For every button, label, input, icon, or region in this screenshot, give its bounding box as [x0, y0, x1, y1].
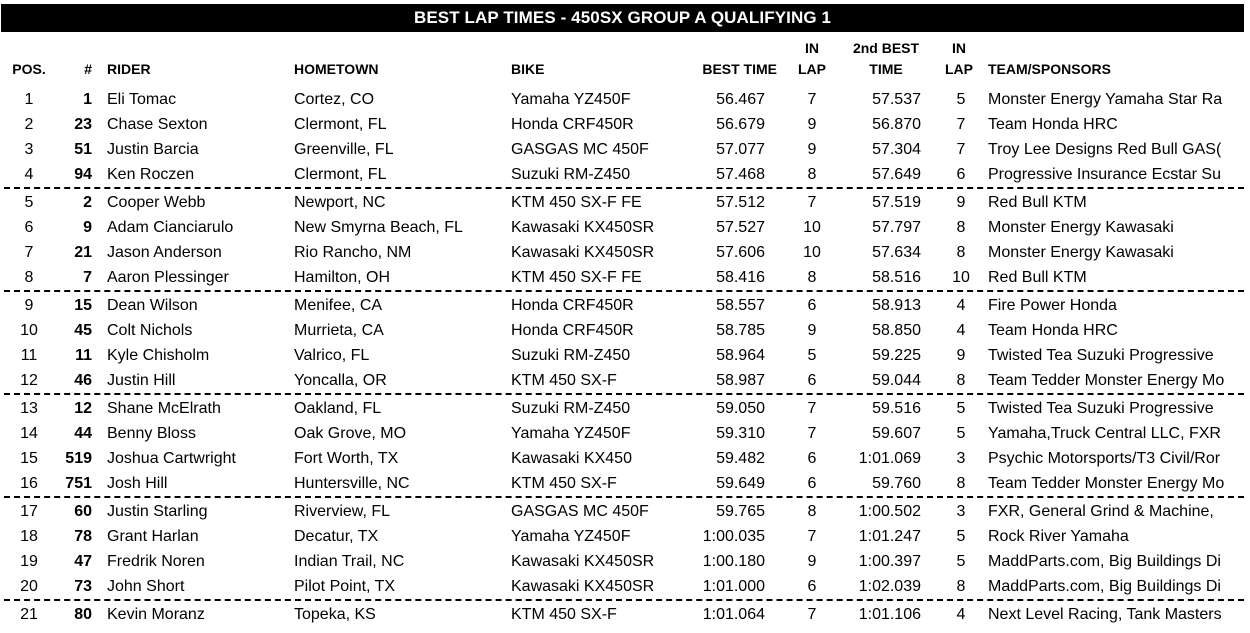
group-divider: [4, 393, 1244, 395]
team-cell: Rock River Yamaha: [988, 528, 1129, 545]
rider-cell: Benny Bloss: [107, 425, 196, 442]
team-cell: Progressive Insurance Ecstar Su: [988, 166, 1221, 183]
in-lap-cell: 8: [807, 166, 817, 183]
team-cell: Psychic Motorsports/T3 Civil/Ror: [988, 450, 1221, 467]
in-lap-cell: 7: [807, 400, 817, 417]
in-lap-cell: 8: [807, 269, 817, 286]
team-cell: Troy Lee Designs Red Bull GAS(: [988, 141, 1222, 158]
rider-cell: Aaron Plessinger: [107, 269, 229, 286]
second-best-time-cell: 1:00.502: [858, 503, 921, 520]
second-best-time-cell: 57.537: [872, 91, 921, 108]
rider-cell: Jason Anderson: [107, 244, 222, 261]
position-cell: 1: [24, 91, 34, 108]
rider-cell: Joshua Cartwright: [107, 450, 236, 467]
in-lap-cell: 7: [807, 606, 817, 623]
hometown-cell: Yoncalla, OR: [294, 372, 387, 389]
in-lap-2-cell: 3: [956, 450, 966, 467]
number-cell: 7: [83, 269, 92, 286]
header-team: TEAM/SPONSORS: [988, 61, 1111, 77]
position-cell: 4: [24, 166, 34, 183]
best-time-cell: 58.785: [716, 322, 765, 339]
bike-cell: Suzuki RM-Z450: [511, 400, 631, 417]
in-lap-2-cell: 4: [956, 606, 966, 623]
hometown-cell: Cortez, CO: [294, 91, 375, 108]
rider-cell: Chase Sexton: [107, 116, 208, 133]
in-lap-cell: 9: [807, 141, 817, 158]
team-cell: Next Level Racing, Tank Masters: [988, 606, 1222, 623]
number-cell: 23: [74, 116, 92, 133]
team-cell: Team Tedder Monster Energy Mo: [988, 372, 1225, 389]
team-cell: MaddParts.com, Big Buildings Di: [988, 578, 1221, 595]
number-cell: 51: [74, 141, 92, 158]
rider-cell: Cooper Webb: [107, 194, 206, 211]
in-lap-2-cell: 6: [956, 166, 966, 183]
table-row: [0, 549, 1250, 574]
in-lap-2-cell: 8: [956, 475, 966, 492]
position-cell: 5: [24, 194, 34, 211]
rider-cell: Colt Nichols: [107, 322, 193, 339]
number-cell: 9: [83, 219, 92, 236]
rider-cell: Justin Hill: [107, 372, 176, 389]
second-best-time-cell: 57.519: [872, 194, 921, 211]
table-row: [0, 265, 1250, 290]
best-time-cell: 58.964: [716, 347, 765, 364]
in-lap-cell: 6: [807, 372, 817, 389]
group-divider: [4, 599, 1244, 601]
bike-cell: Yamaha YZ450F: [511, 91, 631, 108]
hometown-cell: Newport, NC: [294, 194, 386, 211]
rider-cell: Adam Cianciarulo: [107, 219, 234, 236]
in-lap-2-cell: 8: [956, 578, 966, 595]
best-time-cell: 59.765: [716, 503, 765, 520]
in-lap-cell: 6: [807, 450, 817, 467]
rider-cell: Justin Starling: [107, 503, 208, 520]
best-time-cell: 1:00.035: [702, 528, 765, 545]
position-cell: 2: [24, 116, 34, 133]
table-row: [0, 396, 1250, 421]
bike-cell: KTM 450 SX-F: [511, 475, 617, 492]
bike-cell: KTM 450 SX-F: [511, 606, 617, 623]
in-lap-2-cell: 5: [956, 425, 966, 442]
number-cell: 46: [74, 372, 92, 389]
second-best-time-cell: 1:02.039: [858, 578, 921, 595]
bike-cell: GASGAS MC 450F: [511, 141, 649, 158]
best-time-cell: 57.527: [716, 219, 765, 236]
position-cell: 21: [20, 606, 38, 623]
bike-cell: Honda CRF450R: [511, 322, 634, 339]
best-time-cell: 57.468: [716, 166, 765, 183]
best-time-cell: 57.512: [716, 194, 765, 211]
in-lap-2-cell: 5: [956, 400, 966, 417]
hometown-cell: Riverview, FL: [294, 503, 391, 520]
number-cell: 44: [74, 425, 92, 442]
position-cell: 11: [20, 347, 38, 364]
hometown-cell: Valrico, FL: [294, 347, 370, 364]
best-time-cell: 59.310: [716, 425, 765, 442]
in-lap-2-cell: 5: [956, 91, 966, 108]
position-cell: 12: [20, 372, 38, 389]
table-row: [0, 162, 1250, 187]
hometown-cell: Hamilton, OH: [294, 269, 391, 286]
number-cell: 78: [74, 528, 92, 545]
rider-cell: Justin Barcia: [107, 141, 199, 158]
in-lap-2-cell: 8: [956, 219, 966, 236]
bike-cell: Yamaha YZ450F: [511, 528, 631, 545]
bike-cell: KTM 450 SX-F FE: [511, 269, 642, 286]
table-row: [0, 240, 1250, 265]
number-cell: 80: [74, 606, 92, 623]
best-time-cell: 57.077: [716, 141, 765, 158]
hometown-cell: Clermont, FL: [294, 166, 387, 183]
in-lap-2-cell: 7: [956, 141, 966, 158]
best-time-cell: 1:00.180: [702, 553, 765, 570]
hometown-cell: Huntersville, NC: [294, 475, 410, 492]
header-bike: BIKE: [511, 61, 545, 77]
header-second-best-line1: 2nd BEST: [852, 40, 920, 56]
number-cell: 15: [74, 297, 92, 314]
in-lap-cell: 7: [807, 528, 817, 545]
table-row: [0, 499, 1250, 524]
position-cell: 6: [24, 219, 34, 236]
header-in-lap-2-line1: IN: [952, 40, 966, 56]
second-best-time-cell: 1:00.397: [858, 553, 921, 570]
rider-cell: Dean Wilson: [107, 297, 198, 314]
position-cell: 14: [20, 425, 38, 442]
bike-cell: Suzuki RM-Z450: [511, 347, 631, 364]
in-lap-cell: 5: [807, 347, 817, 364]
position-cell: 16: [20, 475, 38, 492]
hometown-cell: Greenville, FL: [294, 141, 394, 158]
in-lap-2-cell: 5: [956, 553, 966, 570]
hometown-cell: Oak Grove, MO: [294, 425, 407, 442]
bike-cell: Kawasaki KX450SR: [511, 578, 655, 595]
second-best-time-cell: 1:01.247: [858, 528, 921, 545]
second-best-time-cell: 1:01.069: [858, 450, 921, 467]
table-row: [0, 602, 1250, 627]
table-row: [0, 190, 1250, 215]
position-cell: 18: [20, 528, 38, 545]
second-best-time-cell: 57.797: [872, 219, 921, 236]
in-lap-2-cell: 4: [956, 297, 966, 314]
hometown-cell: Clermont, FL: [294, 116, 387, 133]
in-lap-cell: 7: [807, 91, 817, 108]
hometown-cell: Pilot Point, TX: [294, 578, 396, 595]
position-cell: 9: [24, 297, 34, 314]
rider-cell: Fredrik Noren: [107, 553, 205, 570]
best-time-cell: 59.482: [716, 450, 765, 467]
number-cell: 12: [74, 400, 92, 417]
rider-cell: Kevin Moranz: [107, 606, 205, 623]
table-row: [0, 112, 1250, 137]
in-lap-cell: 9: [807, 116, 817, 133]
hometown-cell: Fort Worth, TX: [294, 450, 399, 467]
header-in-lap-line1: IN: [805, 40, 819, 56]
header-pos: POS.: [12, 61, 46, 77]
table-row: [0, 137, 1250, 162]
number-cell: 73: [74, 578, 92, 595]
hometown-cell: Oakland, FL: [294, 400, 382, 417]
table-row: [0, 421, 1250, 446]
number-cell: 11: [75, 347, 92, 364]
in-lap-cell: 9: [807, 322, 817, 339]
number-cell: 519: [65, 450, 92, 467]
page-title: BEST LAP TIMES - 450SX GROUP A QUALIFYING 1: [1, 4, 1244, 32]
in-lap-cell: 9: [807, 553, 817, 570]
group-divider: [4, 187, 1244, 189]
team-cell: Team Honda HRC: [988, 322, 1118, 339]
second-best-time-cell: 1:01.106: [858, 606, 921, 623]
rider-cell: Grant Harlan: [107, 528, 199, 545]
header-number: #: [84, 61, 92, 77]
second-best-time-cell: 58.913: [872, 297, 921, 314]
group-divider: [4, 290, 1244, 292]
in-lap-cell: 8: [807, 503, 817, 520]
header-rider: RIDER: [107, 61, 151, 77]
header-in-lap: [790, 38, 834, 80]
team-cell: Team Tedder Monster Energy Mo: [988, 475, 1225, 492]
table-row: [0, 343, 1250, 368]
second-best-time-cell: 59.044: [872, 372, 921, 389]
table-row: [0, 368, 1250, 393]
table-row: [0, 524, 1250, 549]
position-cell: 3: [24, 141, 34, 158]
hometown-cell: Indian Trail, NC: [294, 553, 405, 570]
table-row: [0, 293, 1250, 318]
header-in-lap-2-line2: LAP: [945, 61, 973, 77]
in-lap-2-cell: 7: [956, 116, 966, 133]
in-lap-cell: 10: [803, 219, 821, 236]
position-cell: 19: [20, 553, 38, 570]
in-lap-cell: 10: [803, 244, 821, 261]
team-cell: Monster Energy Kawasaki: [988, 219, 1174, 236]
in-lap-cell: 6: [807, 578, 817, 595]
hometown-cell: New Smyrna Beach, FL: [294, 219, 463, 236]
position-cell: 10: [20, 322, 38, 339]
second-best-time-cell: 59.516: [872, 400, 921, 417]
bike-cell: Kawasaki KX450: [511, 450, 632, 467]
second-best-time-cell: 57.649: [872, 166, 921, 183]
bike-cell: Honda CRF450R: [511, 116, 634, 133]
second-best-time-cell: 59.760: [872, 475, 921, 492]
second-best-time-cell: 58.516: [872, 269, 921, 286]
number-cell: 47: [74, 553, 92, 570]
table-header: [0, 36, 1250, 84]
team-cell: Team Honda HRC: [988, 116, 1118, 133]
best-time-cell: 56.467: [716, 91, 765, 108]
best-time-cell: 58.557: [716, 297, 765, 314]
rider-cell: Shane McElrath: [107, 400, 221, 417]
in-lap-2-cell: 10: [952, 269, 970, 286]
second-best-time-cell: 59.607: [872, 425, 921, 442]
number-cell: 751: [65, 475, 92, 492]
best-time-cell: 1:01.000: [702, 578, 765, 595]
in-lap-2-cell: 4: [956, 322, 966, 339]
header-best-time: BEST TIME: [702, 61, 777, 77]
table-row: [0, 318, 1250, 343]
table-row: [0, 446, 1250, 471]
number-cell: 2: [83, 194, 92, 211]
team-cell: Yamaha,Truck Central LLC, FXR: [988, 425, 1221, 442]
rider-cell: Eli Tomac: [107, 91, 177, 108]
bike-cell: Kawasaki KX450SR: [511, 553, 655, 570]
position-cell: 7: [24, 244, 34, 261]
best-time-cell: 56.679: [716, 116, 765, 133]
number-cell: 60: [74, 503, 92, 520]
in-lap-2-cell: 9: [956, 194, 966, 211]
bike-cell: Suzuki RM-Z450: [511, 166, 631, 183]
team-cell: Twisted Tea Suzuki Progressive: [988, 400, 1214, 417]
best-time-cell: 59.649: [716, 475, 765, 492]
header-hometown: HOMETOWN: [294, 61, 379, 77]
best-time-cell: 57.606: [716, 244, 765, 261]
in-lap-2-cell: 3: [956, 503, 966, 520]
hometown-cell: Rio Rancho, NM: [294, 244, 412, 261]
hometown-cell: Topeka, KS: [294, 606, 376, 623]
second-best-time-cell: 59.225: [872, 347, 921, 364]
position-cell: 15: [20, 450, 38, 467]
rider-cell: Ken Roczen: [107, 166, 195, 183]
table-row: [0, 87, 1250, 112]
best-time-cell: 58.416: [716, 269, 765, 286]
table-row: [0, 471, 1250, 496]
second-best-time-cell: 56.870: [872, 116, 921, 133]
header-in-lap-2: [938, 38, 980, 80]
best-time-cell: 1:01.064: [702, 606, 765, 623]
second-best-time-cell: 58.850: [872, 322, 921, 339]
in-lap-2-cell: 8: [956, 372, 966, 389]
in-lap-cell: 7: [807, 194, 817, 211]
table-row: [0, 574, 1250, 599]
in-lap-2-cell: 8: [956, 244, 966, 261]
hometown-cell: Murrieta, CA: [294, 322, 384, 339]
team-cell: FXR, General Grind & Machine,: [988, 503, 1214, 520]
bike-cell: Kawasaki KX450SR: [511, 244, 655, 261]
position-cell: 20: [20, 578, 38, 595]
team-cell: Twisted Tea Suzuki Progressive: [988, 347, 1214, 364]
position-cell: 8: [24, 269, 34, 286]
hometown-cell: Decatur, TX: [294, 528, 379, 545]
bike-cell: Honda CRF450R: [511, 297, 634, 314]
position-cell: 13: [20, 400, 38, 417]
rider-cell: Josh Hill: [107, 475, 168, 492]
header-second-best: [838, 38, 934, 80]
team-cell: Monster Energy Kawasaki: [988, 244, 1174, 261]
number-cell: 21: [74, 244, 92, 261]
bike-cell: KTM 450 SX-F FE: [511, 194, 642, 211]
team-cell: Monster Energy Yamaha Star Ra: [988, 91, 1223, 108]
best-time-cell: 58.987: [716, 372, 765, 389]
bike-cell: GASGAS MC 450F: [511, 503, 649, 520]
header-in-lap-line2: LAP: [798, 61, 826, 77]
in-lap-cell: 6: [807, 475, 817, 492]
number-cell: 1: [83, 91, 92, 108]
bike-cell: Yamaha YZ450F: [511, 425, 631, 442]
team-cell: Red Bull KTM: [988, 194, 1087, 211]
team-cell: Fire Power Honda: [988, 297, 1117, 314]
in-lap-cell: 6: [807, 297, 817, 314]
second-best-time-cell: 57.634: [872, 244, 921, 261]
table-row: [0, 215, 1250, 240]
number-cell: 94: [74, 166, 92, 183]
bike-cell: KTM 450 SX-F: [511, 372, 617, 389]
position-cell: 17: [20, 503, 38, 520]
in-lap-2-cell: 5: [956, 528, 966, 545]
in-lap-2-cell: 9: [956, 347, 966, 364]
in-lap-cell: 7: [807, 425, 817, 442]
team-cell: MaddParts.com, Big Buildings Di: [988, 553, 1221, 570]
hometown-cell: Menifee, CA: [294, 297, 383, 314]
second-best-time-cell: 57.304: [872, 141, 921, 158]
header-second-best-line2: TIME: [869, 61, 903, 77]
rider-cell: Kyle Chisholm: [107, 347, 210, 364]
group-divider: [4, 496, 1244, 498]
team-cell: Red Bull KTM: [988, 269, 1087, 286]
rider-cell: John Short: [107, 578, 185, 595]
best-time-cell: 59.050: [716, 400, 765, 417]
number-cell: 45: [74, 322, 92, 339]
bike-cell: Kawasaki KX450SR: [511, 219, 655, 236]
